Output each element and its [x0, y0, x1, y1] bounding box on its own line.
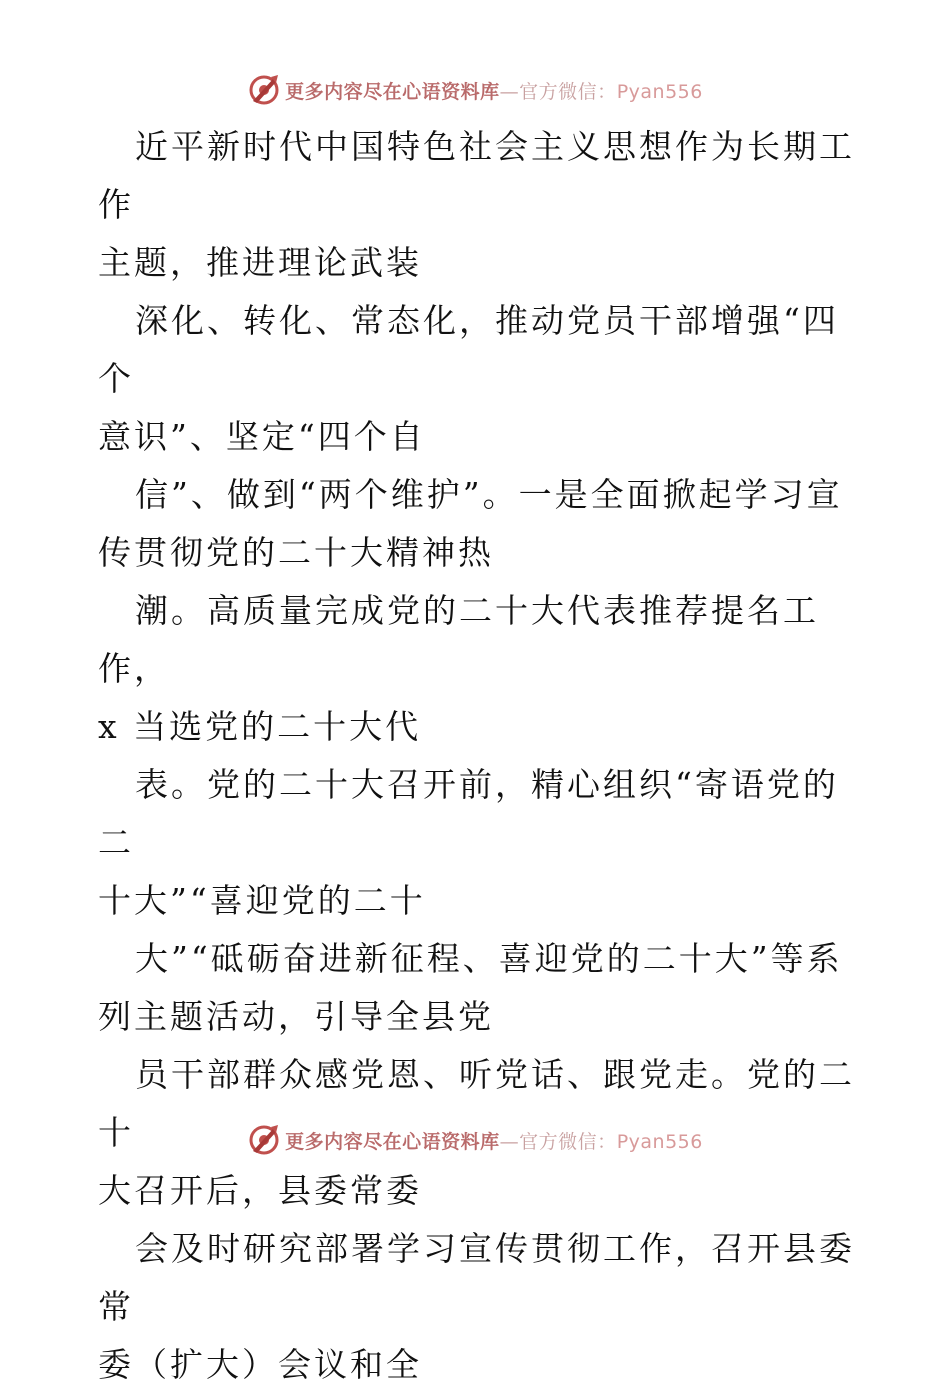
red-quill-circle-icon: [247, 1123, 281, 1157]
paragraph-5-line-2: 十大”“喜迎党的二十: [98, 881, 426, 920]
paragraph-2: [98, 292, 858, 466]
paragraph-8-line-2: 委（扩大）会议和全: [98, 1345, 422, 1384]
red-quill-circle-icon: [247, 73, 281, 107]
header-watermark: [0, 70, 950, 110]
document-body: [98, 118, 858, 1394]
paragraph-6-line-1: 大”“砥砺奋进新征程、喜迎党的二十大”等系: [135, 939, 843, 978]
paragraph-3-line-1: 信”、做到“两个维护”。一是全面掀起学习宣: [135, 475, 843, 514]
watermark-wechat-id: Pyan556: [616, 80, 703, 103]
paragraph-6: [98, 930, 858, 1046]
watermark-wechat-label: 官方微信：: [519, 80, 617, 103]
watermark-brand: 更多内容尽在心语资料库: [285, 1130, 500, 1153]
paragraph-7-line-1: 员干部群众感党恩、听党话、跟党走。党的二十: [98, 1055, 855, 1152]
watermark-wechat-label: 官方微信：: [519, 1130, 617, 1153]
paragraph-4-line-2: x 当选党的二十大代: [98, 707, 422, 746]
watermark-separator: —: [499, 80, 520, 103]
paragraph-5-line-1: 表。党的二十大召开前，精心组织“寄语党的二: [98, 765, 839, 862]
paragraph-1: [98, 118, 858, 292]
paragraph-3-line-2: 传贯彻党的二十大精神热: [98, 533, 494, 572]
paragraph-5: [98, 756, 858, 930]
paragraph-2-line-1: 深化、转化、常态化，推动党员干部增强“四个: [98, 301, 839, 398]
paragraph-7-line-2: 大召开后，县委常委: [98, 1171, 422, 1210]
watermark-wechat-id: Pyan556: [616, 1130, 703, 1153]
paragraph-3: [98, 466, 858, 582]
watermark-brand: 更多内容尽在心语资料库: [285, 80, 500, 103]
footer-watermark: [0, 1120, 950, 1160]
paragraph-1-line-1: 近平新时代中国特色社会主义思想作为长期工作: [98, 127, 855, 224]
paragraph-6-line-2: 列主题活动，引导全县党: [98, 997, 494, 1036]
paragraph-8: [98, 1220, 858, 1394]
paragraph-1-line-2: 主题，推进理论武装: [98, 243, 422, 282]
paragraph-2-line-2: 意识”、坚定“四个自: [98, 417, 426, 456]
paragraph-4: [98, 582, 858, 756]
paragraph-8-line-1: 会及时研究部署学习宣传贯彻工作，召开县委常: [98, 1229, 855, 1326]
watermark-separator: —: [499, 1130, 520, 1153]
paragraph-4-line-1: 潮。高质量完成党的二十大代表推荐提名工作，: [98, 591, 819, 688]
watermark-text: [285, 77, 703, 104]
watermark-text: [285, 1127, 703, 1154]
